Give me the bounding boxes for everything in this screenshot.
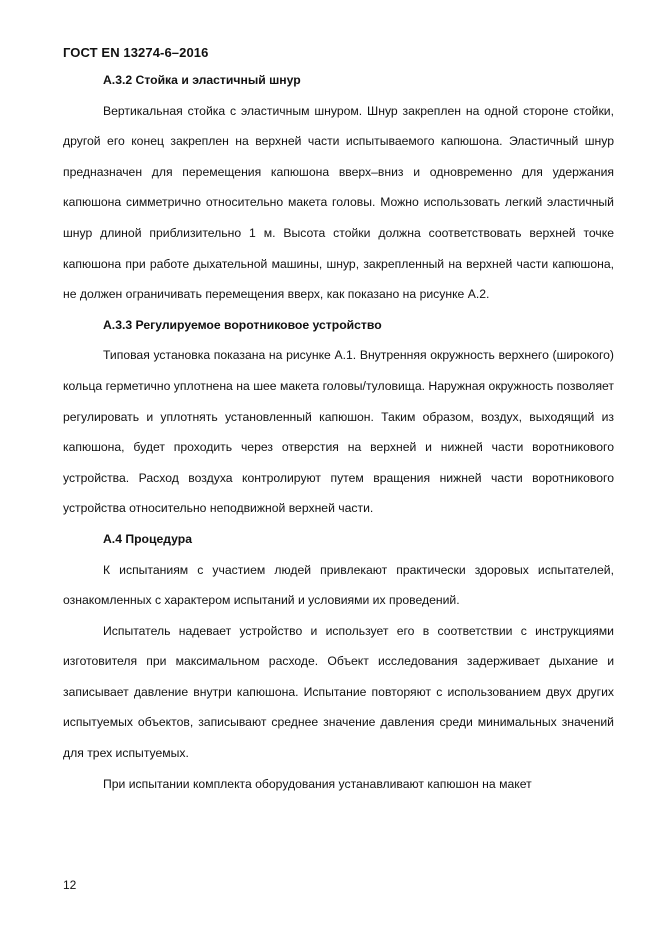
document-header: ГОСТ EN 13274-6–2016	[63, 45, 209, 60]
paragraph: Типовая установка показана на рисунке А.1. Внутренняя окружность верхнего (широкого) кольца герметично уплотнена на шее макета головы/туловища. Наружная окружность позволяет регулировать и уплотнять установленный капюшон. Таким образом, воздух, выходящий из капюшона, будет проходить через отверстия на верхней и нижней части воротникового устройства. Расход воздуха контролируют путем вращения нижней части воротникового устройства относительно неподвижной верхней части.	[63, 348, 614, 516]
page-body	[63, 65, 614, 799]
section-heading-a-4: А.4 Процедура	[103, 531, 192, 546]
paragraph: К испытаниям с участием людей привлекают практически здоровых испытателей, ознакомленных с характером испытаний и условиями их проведений.	[63, 562, 614, 608]
page-number: 12	[63, 878, 77, 892]
paragraph: Вертикальная стойка с эластичным шнуром. Шнур закреплен на одной стороне стойки, другой его конец закреплен на верхней части испытываемого капюшона. Эластичный шнур предназначен для перемещения капюшона вверх–вниз и одновременно для удержания капюшона симметрично относительно макета головы. Можно использовать легкий эластичный шнур длиной приблизительно 1 м. Высота стойки должна соответствовать верхней точке капюшона при работе дыхательной машины, шнур, закрепленный на верхней части капюшона, не должен ограничивать перемещения вверх, как показано на рисунке А.2.	[63, 103, 614, 302]
paragraph: Испытатель надевает устройство и использует его в соответствии с инструкциями изготовителя при максимальном расходе. Объект исследования задерживает дыхание и записывает давление внутри капюшона. Испытание повторяют с использованием двух других испытуемых объектов, записывают среднее значение давления среди минимальных значений для трех испытуемых.	[63, 623, 614, 761]
section-heading-a-3-2: А.3.2 Стойка и эластичный шнур	[103, 73, 301, 87]
section-heading-a-3-3: А.3.3 Регулируемое воротниковое устройство	[103, 317, 382, 332]
paragraph: При испытании комплекта оборудования устанавливают капюшон на макет	[103, 776, 532, 791]
